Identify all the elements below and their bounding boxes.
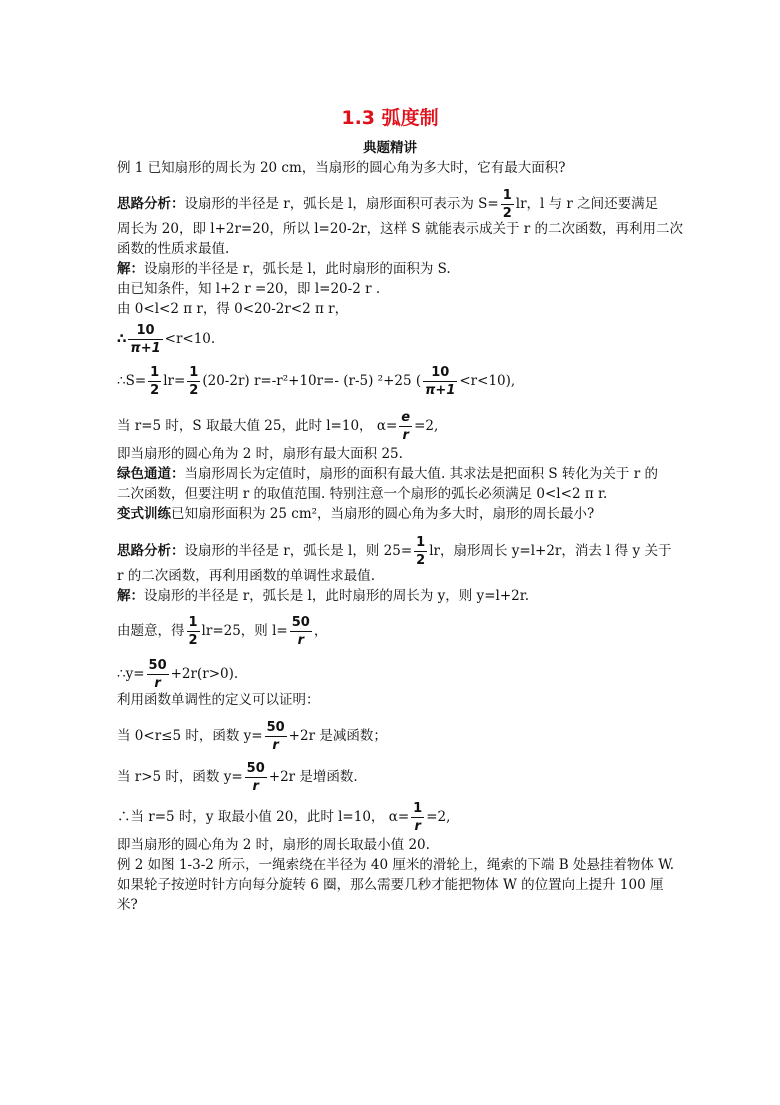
variant-solution-line7: ∴当 r=5 时，y 取最小值 20，此时 l=10， α= $\frac{1}{r}$ =2,	[117, 801, 451, 834]
fraction-50-over-r: $\frac{50}{r}$	[246, 761, 265, 794]
example1-analysis-line1: 思路分析：设扇形的半径是 r，弧长是 l，扇形面积可表示为 S= $\frac{1}{2}$ lr，l 与 r 之间还要满足	[117, 188, 659, 221]
variant-solution-line3: ∴y= $\frac{50}{r}$ +2r(r>0).	[117, 658, 239, 691]
analysis-label: 思路分析：	[117, 196, 185, 212]
fraction-half: $\frac{1}{2}$	[150, 365, 160, 398]
example1-solution-line1: 解：设扇形的半径是 r，弧长是 l，此时扇形的面积为 S.	[117, 261, 451, 277]
variant-question: 变式训练已知扇形面积为 25 cm²，当扇形的圆心角为多大时，扇形的周长最小?	[117, 506, 595, 522]
fraction-half: $\frac{1}{2}$	[188, 615, 198, 648]
variant-analysis-line1: 思路分析：设扇形的半径是 r，弧长是 l，则 25= $\frac{1}{2}$ lr，扇形周长 y=l+2r，消去 l 得 y 关于	[117, 535, 672, 568]
fraction-50-over-r: $\frac{50}{r}$	[148, 658, 167, 691]
green-channel-line2: 二次函数，但要注明 r 的取值范围. 特别注意一个扇形的弧长必须满足 0<l<2 π r.	[117, 486, 608, 502]
variant-solution-line4: 利用函数单调性的定义可以证明：	[117, 692, 320, 708]
example2-line3: 米?	[117, 897, 138, 913]
variant-solution-line2: 由题意，得 $\frac{1}{2}$ lr=25，则 l= $\frac{50}{r}$ ，	[117, 615, 328, 648]
fraction-1-over-r: $\frac{1}{r}$	[413, 801, 423, 834]
example1-solution-line3: 由 0<l<2 π r，得 0<20-2r<2 π r，	[117, 301, 349, 317]
variant-solution-line8: 即当扇形的圆心角为 2 时，扇形的周长取最小值 20.	[117, 837, 430, 853]
variant-solution-line5: 当 0<r≤5 时，函数 y= $\frac{50}{r}$ +2r 是减函数；	[117, 720, 387, 753]
example1-solution-line6: 当 r=5 时，S 取最大值 25，此时 l=10， α= $\frac{e}{r}$ =2,	[117, 410, 439, 443]
variant-solution-line6: 当 r>5 时，函数 y= $\frac{50}{r}$ +2r 是增函数.	[117, 761, 358, 794]
page-title: 1.3 弧度制	[341, 107, 439, 129]
example1-solution-line7: 即当扇形的圆心角为 2 时，扇形有最大面积 25.	[117, 446, 403, 462]
green-channel-label: 绿色通道：	[117, 466, 185, 482]
variant-solution-line1: 解：设扇形的半径是 r，弧长是 l，此时扇形的周长为 y，则 y=l+2r.	[117, 588, 529, 604]
fraction-half: $\frac{1}{2}$	[502, 188, 512, 221]
section-subtitle: 典题精讲	[363, 140, 417, 156]
fraction-50-over-r: $\frac{50}{r}$	[266, 720, 285, 753]
example2-line2: 如果轮子按逆时针方向每分旋转 6 圈，那么需要几秒才能把物体 W 的位置向上提升 100 厘	[117, 877, 664, 893]
fraction-50-over-r: $\frac{50}{r}$	[291, 615, 310, 648]
solution-label: 解：	[117, 261, 144, 277]
fraction-half: $\frac{1}{2}$	[189, 365, 199, 398]
fraction-half: $\frac{1}{2}$	[416, 535, 426, 568]
example1-analysis-line2: 周长为 20，即 l+2r=20，所以 l=20-2r，这样 S 就能表示成关于 r 的二次函数，再利用二次	[117, 221, 683, 237]
fraction-e-over-r: $\frac{e}{r}$	[401, 410, 411, 443]
variant-label: 变式训练	[117, 506, 171, 522]
fraction-10-over-pi-plus-1: $\frac{10}{\pi+1}$	[130, 323, 161, 356]
example1-question: 例 1 已知扇形的周长为 20 cm，当扇形的圆心角为多大时，它有最大面积?	[117, 160, 566, 176]
example1-analysis-line3: 函数的性质求最值.	[117, 241, 230, 257]
example1-solution-line4: ∴ $\frac{10}{\pi+1}$ <r<10.	[117, 323, 216, 356]
fraction-10-over-pi-plus-1: $\frac{10}{\pi+1}$	[425, 365, 456, 398]
example1-solution-line5: ∴S= $\frac{1}{2}$ lr= $\frac{1}{2}$ (20-2r) r=-r²+10r=- (r-5) ²+25 ( $\frac{10}{\pi+1}$ <r<10),	[117, 365, 516, 398]
example2-line1: 例 2 如图 1-3-2 所示，一绳索绕在半径为 40 厘米的滑轮上，绳索的下端 B 处悬挂着物体 W.	[117, 857, 675, 873]
variant-analysis-line2: r 的二次函数，再利用函数的单调性求最值.	[117, 568, 376, 584]
example1-solution-line2: 由已知条件，知 l+2 r =20，即 l=20-2 r .	[117, 281, 381, 297]
green-channel-line1: 绿色通道：当扇形周长为定值时，扇形的面积有最大值. 其求法是把面积 S 转化为关于 r 的	[117, 466, 658, 482]
